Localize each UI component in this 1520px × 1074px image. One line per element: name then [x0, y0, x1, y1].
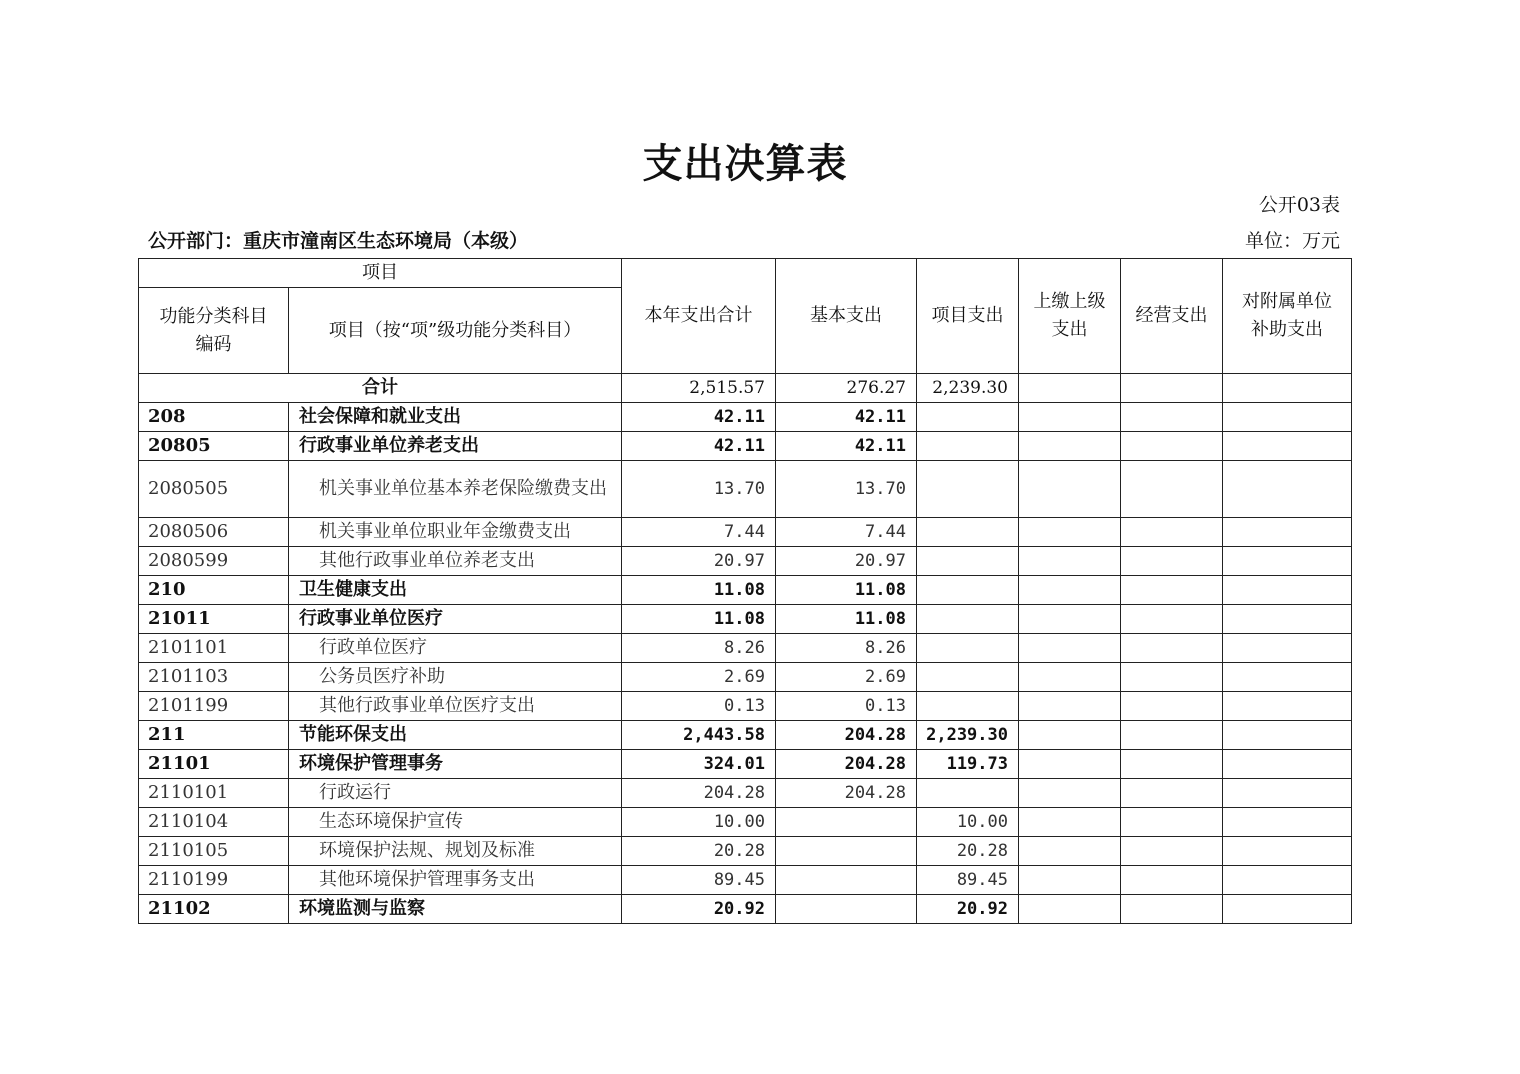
- subsidy-cell: [1223, 663, 1352, 692]
- code-cell: 2080505: [139, 461, 289, 518]
- subsidy-cell: [1223, 808, 1352, 837]
- business-cell: [1121, 837, 1223, 866]
- total-project: 2,239.30: [917, 374, 1019, 403]
- table-row: [139, 518, 1352, 547]
- subsidy-cell: [1223, 518, 1352, 547]
- upper-cell: [1019, 547, 1121, 576]
- department-label: 公开部门：重庆市潼南区生态环境局（本级）: [148, 230, 529, 252]
- table-row: [139, 866, 1352, 895]
- business-cell: [1121, 750, 1223, 779]
- upper-cell: [1019, 866, 1121, 895]
- project-cell: [917, 634, 1019, 663]
- upper-cell: [1019, 779, 1121, 808]
- table-row: [139, 837, 1352, 866]
- project-cell: 119.73: [917, 750, 1019, 779]
- code-cell: 20805: [139, 432, 289, 461]
- total-cell: 7.44: [622, 518, 776, 547]
- subsidy-cell: [1223, 634, 1352, 663]
- table-row: [139, 461, 1352, 518]
- total-label: 合计: [139, 374, 622, 403]
- total-cell: 11.08: [622, 576, 776, 605]
- upper-cell: [1019, 692, 1121, 721]
- project-cell: 89.45: [917, 866, 1019, 895]
- basic-cell: 42.11: [776, 403, 917, 432]
- header-project-expense: 项目支出: [917, 259, 1019, 374]
- table-row: [139, 750, 1352, 779]
- name-cell: 其他行政事业单位医疗支出: [289, 692, 622, 721]
- name-cell: 环境保护法规、规划及标准: [289, 837, 622, 866]
- name-cell: 行政单位医疗: [289, 634, 622, 663]
- code-cell: 21101: [139, 750, 289, 779]
- name-cell: 机关事业单位职业年金缴费支出: [289, 518, 622, 547]
- business-cell: [1121, 605, 1223, 634]
- name-cell: 生态环境保护宣传: [289, 808, 622, 837]
- code-cell: 21102: [139, 895, 289, 924]
- table-row: [139, 605, 1352, 634]
- project-cell: 20.92: [917, 895, 1019, 924]
- basic-cell: 0.13: [776, 692, 917, 721]
- project-cell: 20.28: [917, 837, 1019, 866]
- total-basic: 276.27: [776, 374, 917, 403]
- name-cell: 行政事业单位养老支出: [289, 432, 622, 461]
- basic-cell: 204.28: [776, 721, 917, 750]
- total-upper: [1019, 374, 1121, 403]
- basic-cell: [776, 808, 917, 837]
- total-cell: 42.11: [622, 403, 776, 432]
- subsidy-cell: [1223, 692, 1352, 721]
- total-cell: 20.92: [622, 895, 776, 924]
- name-cell: 环境监测与监察: [289, 895, 622, 924]
- total-business: [1121, 374, 1223, 403]
- business-cell: [1121, 779, 1223, 808]
- subsidy-cell: [1223, 721, 1352, 750]
- basic-cell: [776, 895, 917, 924]
- basic-cell: 42.11: [776, 432, 917, 461]
- subsidy-cell: [1223, 576, 1352, 605]
- table-row: [139, 779, 1352, 808]
- upper-cell: [1019, 808, 1121, 837]
- business-cell: [1121, 432, 1223, 461]
- upper-cell: [1019, 576, 1121, 605]
- project-cell: [917, 779, 1019, 808]
- basic-cell: 2.69: [776, 663, 917, 692]
- header-basic: 基本支出: [776, 259, 917, 374]
- business-cell: [1121, 895, 1223, 924]
- code-cell: 210: [139, 576, 289, 605]
- upper-cell: [1019, 634, 1121, 663]
- total-cell: 13.70: [622, 461, 776, 518]
- total-cell: 20.97: [622, 547, 776, 576]
- table-row: [139, 576, 1352, 605]
- unit-label: 单位：万元: [1244, 230, 1340, 252]
- project-cell: [917, 605, 1019, 634]
- upper-cell: [1019, 518, 1121, 547]
- total-cell: 89.45: [622, 866, 776, 895]
- upper-cell: [1019, 837, 1121, 866]
- table-row: [139, 692, 1352, 721]
- total-cell: 2,443.58: [622, 721, 776, 750]
- subsidy-cell: [1223, 605, 1352, 634]
- basic-cell: 20.97: [776, 547, 917, 576]
- total-row: [139, 374, 1352, 403]
- total-cell: 42.11: [622, 432, 776, 461]
- project-cell: [917, 432, 1019, 461]
- total-cell: 2.69: [622, 663, 776, 692]
- basic-cell: 204.28: [776, 779, 917, 808]
- subsidy-cell: [1223, 837, 1352, 866]
- code-cell: 2110104: [139, 808, 289, 837]
- name-cell: 其他行政事业单位养老支出: [289, 547, 622, 576]
- business-cell: [1121, 663, 1223, 692]
- basic-cell: 11.08: [776, 576, 917, 605]
- name-cell: 节能环保支出: [289, 721, 622, 750]
- total-subsidy: [1223, 374, 1352, 403]
- code-cell: 2110101: [139, 779, 289, 808]
- business-cell: [1121, 576, 1223, 605]
- basic-cell: 13.70: [776, 461, 917, 518]
- name-cell: 卫生健康支出: [289, 576, 622, 605]
- subsidy-cell: [1223, 779, 1352, 808]
- expenditure-table: [138, 258, 1352, 924]
- table-row: [139, 721, 1352, 750]
- project-cell: [917, 576, 1019, 605]
- name-cell: 行政事业单位医疗: [289, 605, 622, 634]
- code-cell: 208: [139, 403, 289, 432]
- table-row: [139, 432, 1352, 461]
- code-cell: 2110199: [139, 866, 289, 895]
- upper-cell: [1019, 895, 1121, 924]
- upper-cell: [1019, 721, 1121, 750]
- header-subsidy: 对附属单位补助支出: [1223, 259, 1352, 374]
- code-cell: 2101101: [139, 634, 289, 663]
- basic-cell: 204.28: [776, 750, 917, 779]
- total-cell: 11.08: [622, 605, 776, 634]
- total-cell: 10.00: [622, 808, 776, 837]
- upper-cell: [1019, 605, 1121, 634]
- subsidy-cell: [1223, 432, 1352, 461]
- basic-cell: [776, 837, 917, 866]
- page-title: 支出决算表: [642, 140, 848, 187]
- name-cell: 其他环境保护管理事务支出: [289, 866, 622, 895]
- subsidy-cell: [1223, 866, 1352, 895]
- total-cell: 204.28: [622, 779, 776, 808]
- code-cell: 2101103: [139, 663, 289, 692]
- basic-cell: 7.44: [776, 518, 917, 547]
- business-cell: [1121, 721, 1223, 750]
- upper-cell: [1019, 461, 1121, 518]
- total-sum: 2,515.57: [622, 374, 776, 403]
- name-cell: 公务员医疗补助: [289, 663, 622, 692]
- project-cell: [917, 403, 1019, 432]
- name-cell: 社会保障和就业支出: [289, 403, 622, 432]
- upper-cell: [1019, 432, 1121, 461]
- subsidy-cell: [1223, 750, 1352, 779]
- business-cell: [1121, 634, 1223, 663]
- project-cell: [917, 518, 1019, 547]
- header-project: 项目: [139, 259, 622, 288]
- code-cell: 2080506: [139, 518, 289, 547]
- subsidy-cell: [1223, 895, 1352, 924]
- project-cell: [917, 692, 1019, 721]
- table-row: [139, 808, 1352, 837]
- form-number: 公开03表: [1258, 194, 1340, 216]
- upper-cell: [1019, 403, 1121, 432]
- header-upper: 上缴上级支出: [1019, 259, 1121, 374]
- name-cell: 机关事业单位基本养老保险缴费支出: [289, 461, 622, 518]
- business-cell: [1121, 866, 1223, 895]
- business-cell: [1121, 692, 1223, 721]
- code-cell: 211: [139, 721, 289, 750]
- upper-cell: [1019, 663, 1121, 692]
- header-business: 经营支出: [1121, 259, 1223, 374]
- table-row: [139, 895, 1352, 924]
- subsidy-cell: [1223, 461, 1352, 518]
- project-cell: [917, 663, 1019, 692]
- project-cell: 10.00: [917, 808, 1019, 837]
- total-cell: 324.01: [622, 750, 776, 779]
- table-row: [139, 547, 1352, 576]
- header-code: 功能分类科目编码: [139, 288, 289, 374]
- total-cell: 20.28: [622, 837, 776, 866]
- name-cell: 行政运行: [289, 779, 622, 808]
- basic-cell: [776, 866, 917, 895]
- table-row: [139, 634, 1352, 663]
- project-cell: [917, 547, 1019, 576]
- project-cell: [917, 461, 1019, 518]
- business-cell: [1121, 547, 1223, 576]
- header-item: 项目（按“项”级功能分类科目）: [289, 288, 622, 374]
- project-cell: 2,239.30: [917, 721, 1019, 750]
- business-cell: [1121, 461, 1223, 518]
- table-row: [139, 403, 1352, 432]
- table-row: [139, 663, 1352, 692]
- upper-cell: [1019, 750, 1121, 779]
- subsidy-cell: [1223, 547, 1352, 576]
- code-cell: 21011: [139, 605, 289, 634]
- business-cell: [1121, 808, 1223, 837]
- name-cell: 环境保护管理事务: [289, 750, 622, 779]
- basic-cell: 11.08: [776, 605, 917, 634]
- code-cell: 2080599: [139, 547, 289, 576]
- business-cell: [1121, 518, 1223, 547]
- code-cell: 2110105: [139, 837, 289, 866]
- total-cell: 0.13: [622, 692, 776, 721]
- total-cell: 8.26: [622, 634, 776, 663]
- basic-cell: 8.26: [776, 634, 917, 663]
- business-cell: [1121, 403, 1223, 432]
- subsidy-cell: [1223, 403, 1352, 432]
- code-cell: 2101199: [139, 692, 289, 721]
- header-total: 本年支出合计: [622, 259, 776, 374]
